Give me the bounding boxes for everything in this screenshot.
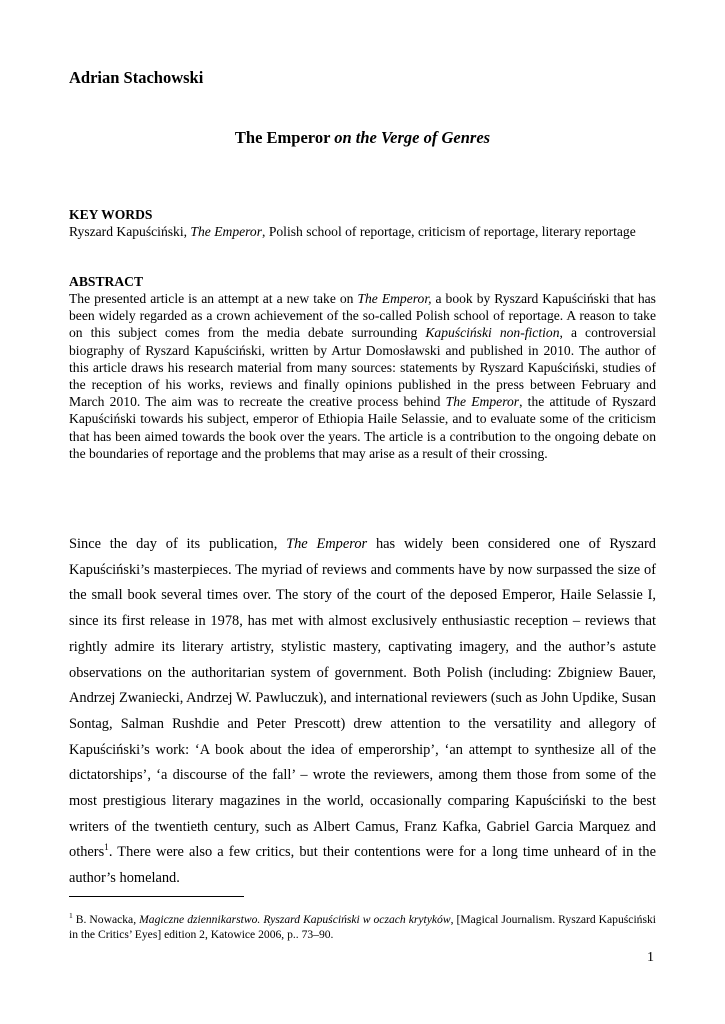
footnote [69, 912, 656, 942]
footnote-reference[interactable]: 1 [104, 843, 109, 854]
abstract-part: a book by Ryszard Kapuściński that has been widely regarded as a crown achievement of the so-called Polish school of reportage. A reason to take on this subject comes from the media debate surrounding [69, 291, 656, 341]
keywords-part: , Polish school of reportage, criticism of reportage, literary reportage [262, 224, 636, 239]
keywords-italic: The Emperor [190, 224, 263, 239]
body-part: Since the day of its publication, [69, 536, 287, 552]
body-italic: The Emperor [286, 536, 368, 552]
page-number: 1 [647, 950, 654, 965]
title-italic: on the Verge of Genres [334, 128, 491, 147]
author-name: Adrian Stachowski [69, 68, 204, 87]
abstract-italic: The Emperor [445, 394, 520, 410]
body-part: . There were also a few critics, but their contentions were for a long time unheard of in the author’s homeland. [69, 844, 656, 887]
abstract-heading: ABSTRACT [69, 274, 144, 289]
body-paragraph [69, 532, 656, 892]
footnote-part: , [Magical Journalism. Ryszard Kapuściński in the Critics’ Eyes] edition 2, Katowice 2006, p.. 73–90. [69, 913, 656, 941]
body-part: has widely been considered one of Ryszard Kapuściński’s masterpieces. The myriad of reviews and comments have by now surpassed the size of the small book several times over. The story of the court of the deposed Emperor, Haile Selassie I, since its first release in 1978, has met with almost exclusively enthusiastic reception – reviews that rightly admire its literary artistry, stylistic mastery, captivating imagery, and the author’s astute observations on the authoritarian system of government. Both Polish (including: Zbigniew Bauer, Andrzej Zwaniecki, Andrzej W. Pawluczuk), and international reviewers (such as John Updike, Susan Sontag, Salman Rushdie and Peter Prescott) drew attention to the versatility and allegory of Kapuściński’s work: ‘A book about the idea of emperorship’, ‘an attempt to synthesize all of the dictatorships’, ‘a discourse of the fall’ – wrote the reviewers, among them those from some of the most prestigious literary magazines in the world, occasionally comparing Kapuściński to the best writers of the twentieth century, such as Albert Camus, Franz Kafka, Gabriel Garcia Marquez and others [69, 536, 656, 861]
footnote-divider [69, 896, 244, 897]
keywords-part: Ryszard Kapuściński, [69, 224, 191, 239]
abstract-italic: The Emperor, [357, 291, 432, 306]
title-roman: The Emperor [234, 128, 335, 147]
abstract-italic: Kapuściński non-fiction [425, 325, 560, 341]
footnote-italic: Magiczne dziennikarstwo. Ryszard Kapuściński w oczach krytyków [139, 913, 451, 926]
article-title [0, 128, 725, 148]
keywords-text [69, 223, 656, 240]
abstract-part: , a controversial biography of Ryszard Kapuściński, written by Artur Domosławski and published in 2010. The author of this article draws his research material from many sources: statements by Ryszard Kapuściński, studies of the reception of his works, reviews and finally opinions published in the press between February and March 2010. The aim was to recreate the creative process behind [69, 325, 656, 410]
abstract-text [69, 290, 656, 462]
keywords-heading: KEY WORDS [69, 207, 153, 222]
abstract-part: , the attitude of Ryszard Kapuściński towards his subject, emperor of Ethiopia Haile Selassie, and to evaluate some of the criticism that has been aimed towards the book over the years. The article is a contribution to the ongoing debate on the boundaries of reportage and the problems that may arise as a result of their crossing. [69, 394, 656, 461]
footnote-number: 1 [69, 911, 73, 921]
abstract-part: The presented article is an attempt at a new take on [69, 291, 358, 306]
footnote-part: B. Nowacka, [72, 913, 140, 926]
